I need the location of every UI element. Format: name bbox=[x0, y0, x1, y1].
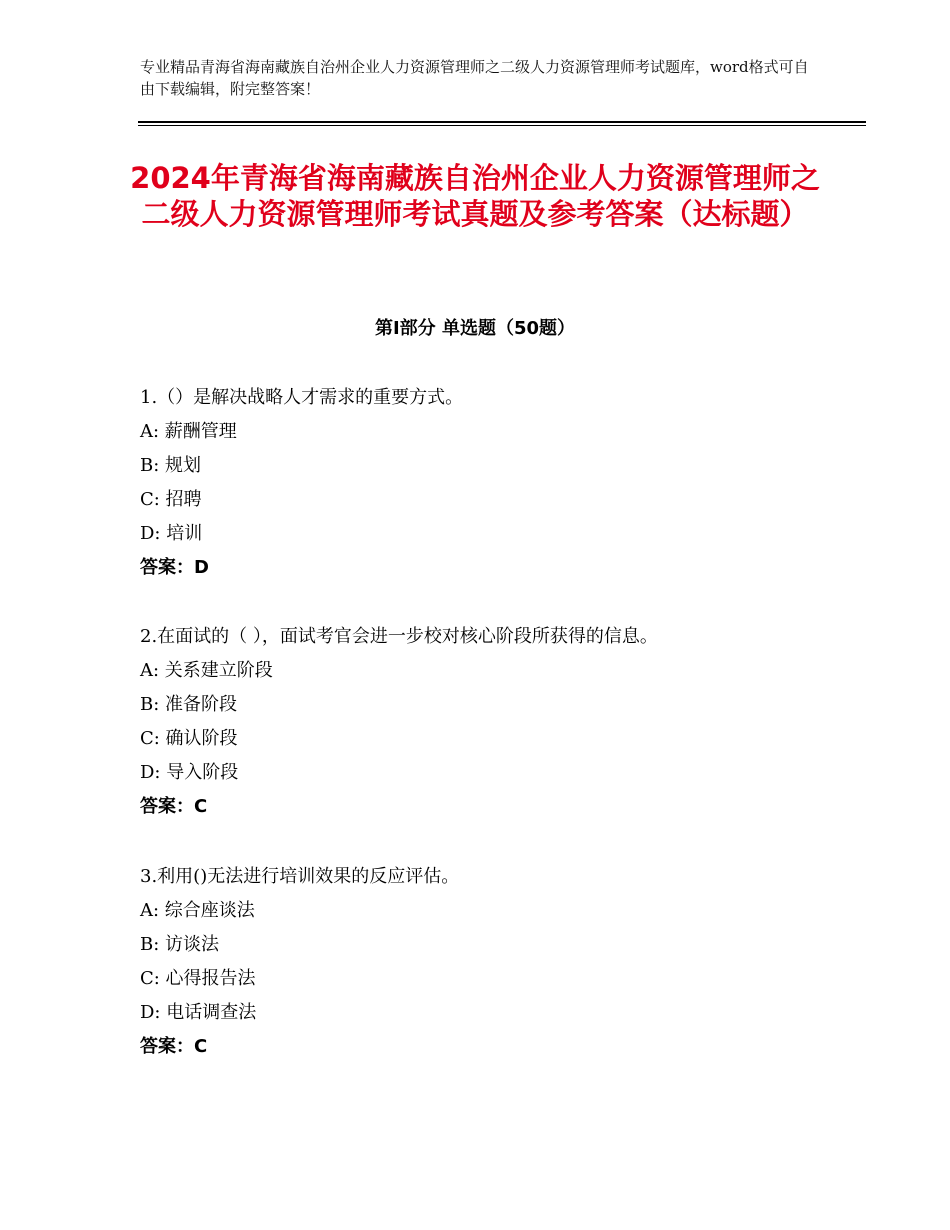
question-stem: 3.利用()无法进行培训效果的反应评估。 bbox=[140, 866, 460, 887]
option-a: A: 综合座谈法 bbox=[140, 900, 255, 921]
question-2 bbox=[140, 624, 840, 828]
option-c: C: 招聘 bbox=[140, 489, 202, 510]
question-1 bbox=[140, 385, 840, 589]
option-b: B: 访谈法 bbox=[140, 934, 220, 955]
option-a: A: 关系建立阶段 bbox=[140, 660, 273, 681]
option-a: A: 薪酬管理 bbox=[140, 421, 237, 442]
question-stem: 1.（）是解决战略人才需求的重要方式。 bbox=[140, 387, 464, 408]
option-c: C: 确认阶段 bbox=[140, 728, 238, 749]
option-c: C: 心得报告法 bbox=[140, 968, 256, 989]
header-rule-thick bbox=[138, 121, 866, 123]
answer: 答案：C bbox=[140, 796, 208, 817]
section-title: 第Ⅰ部分 单选题（50题） bbox=[374, 318, 575, 339]
question-3 bbox=[140, 864, 840, 1068]
answer: 答案：C bbox=[140, 1036, 208, 1057]
answer: 答案：D bbox=[140, 557, 209, 578]
option-d: D: 电话调查法 bbox=[140, 1002, 257, 1023]
option-b: B: 准备阶段 bbox=[140, 694, 238, 715]
document-title: 2024年青海省海南藏族自治州企业人力资源管理师之二级人力资源管理师考试真题及参考答案（达标题） bbox=[130, 161, 820, 231]
option-d: D: 培训 bbox=[140, 523, 203, 544]
header-note: 专业精品青海省海南藏族自治州企业人力资源管理师之二级人力资源管理师考试题库，word格式可自由下载编辑，附完整答案！ bbox=[140, 58, 809, 98]
option-d: D: 导入阶段 bbox=[140, 762, 239, 783]
option-b: B: 规划 bbox=[140, 455, 202, 476]
header-rule-thin bbox=[138, 125, 866, 126]
question-stem: 2.在面试的（ ），面试考官会进一步校对核心阶段所获得的信息。 bbox=[140, 626, 658, 647]
